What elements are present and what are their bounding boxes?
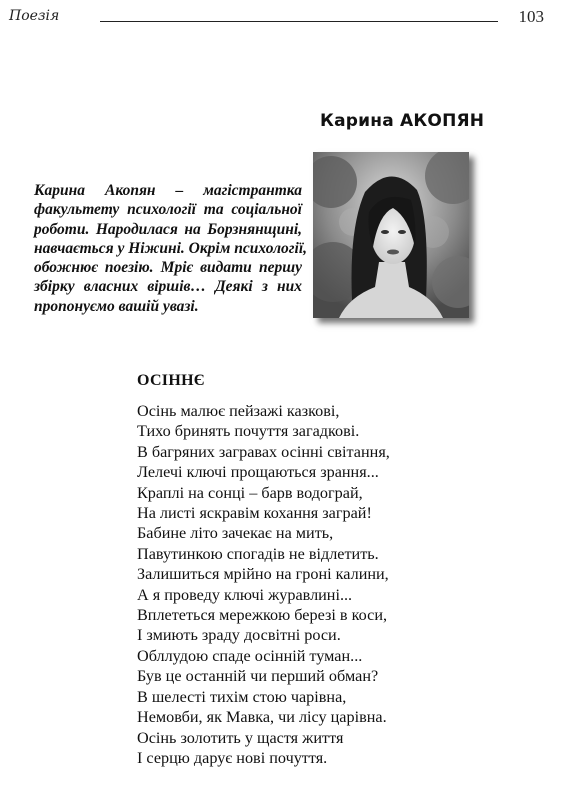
poem-line: Осінь малює пейзажі казкові,: [137, 402, 340, 420]
poem-line: Лелечі ключі прощаються зрання...: [137, 463, 379, 482]
poem-line: І змиють зраду досвітні роси.: [137, 626, 341, 645]
poem-line: Бабине літо зачекає на мить,: [137, 524, 334, 543]
bio-line: роботи. Народилася на Борзнянщині,: [34, 220, 302, 238]
author-bio: [34, 181, 307, 316]
bio-line: пропонуємо вашій увазі.: [34, 297, 199, 315]
poem-line: Осінь золотить у щастя життя: [137, 728, 344, 747]
page-number: 103: [518, 7, 544, 26]
bio-line: факультету психології та соціальної: [34, 201, 302, 219]
poem-line: На листі яскравім кохання заграй!: [137, 504, 372, 523]
bio-line: обожнює поезію. Мріє видати першу: [34, 259, 302, 277]
poem-line: В шелесті тихім стою чарівна,: [137, 687, 347, 706]
poem-line: А я проведу ключі журавлині...: [137, 585, 353, 604]
poem-line: Краплі на сонці – барв водограй,: [137, 483, 363, 502]
poem-line: Немовби, як Мавка, чи лісу царівна.: [137, 708, 387, 727]
running-header-section: Поезія: [9, 8, 60, 24]
portrait-photo: [313, 152, 469, 318]
poem-line: Вплететься мережкою березі в коси,: [137, 606, 388, 625]
author-name: Карина АКОПЯН: [320, 111, 485, 131]
header-rule: [100, 21, 498, 22]
bio-line: Карина Акопян – магістрантка: [34, 182, 302, 199]
author-portrait: [313, 152, 469, 318]
poem-line: І серцю дарує нові почуття.: [137, 748, 328, 767]
poem-line: Тихо бринять почуття загадкові.: [137, 422, 360, 441]
poem-line: Був це останній чи перший обман?: [137, 667, 379, 686]
poem-line: Залишиться мрійно на гроні калини,: [137, 565, 389, 584]
bio-line: навчається у Ніжині. Окрім психології,: [34, 239, 307, 257]
poem-line: Обллудою спаде осінній туман...: [137, 646, 363, 665]
poem-body: [137, 401, 390, 768]
bio-line: збірку власних віршів… Деякі з них: [34, 278, 302, 296]
poem-line: В багряних загравах осінні світання,: [137, 442, 390, 461]
poem-line: Павутинкою спогадів не відлетить.: [137, 544, 379, 563]
poem-title: ОСІННЄ: [137, 372, 205, 389]
